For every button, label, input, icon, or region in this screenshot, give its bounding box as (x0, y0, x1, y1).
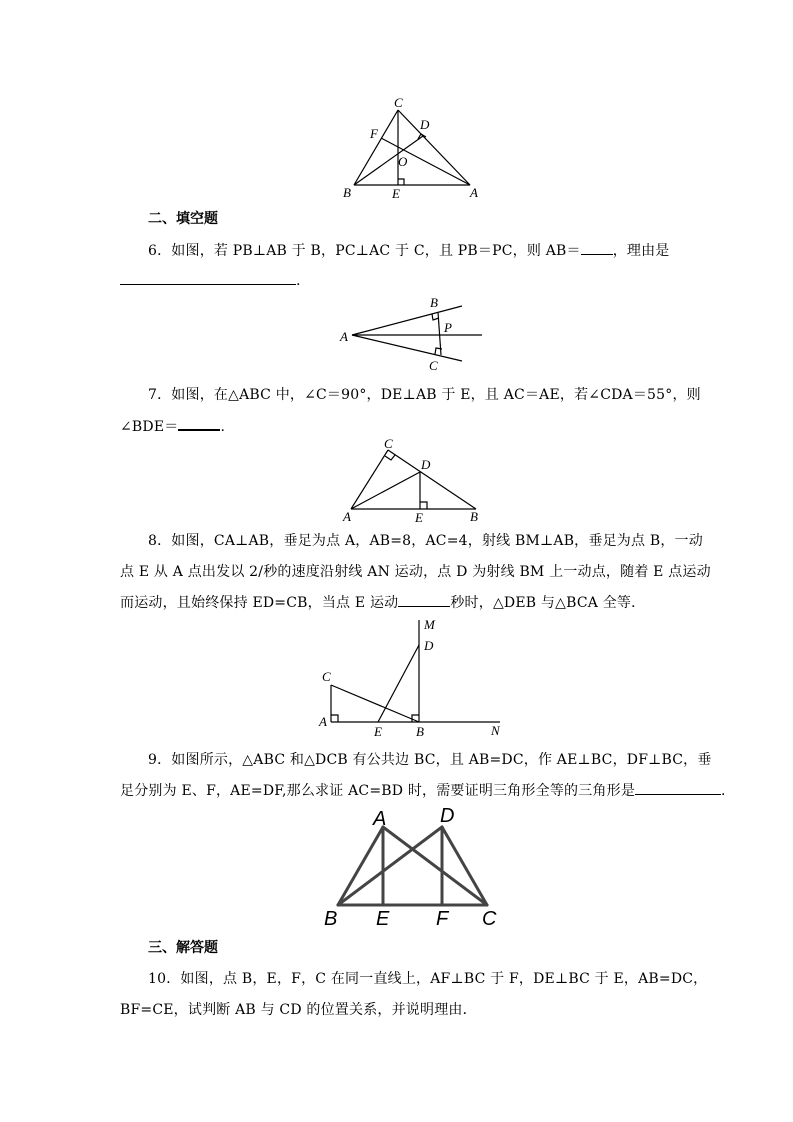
question-6-line2 (120, 270, 301, 289)
question-7-text-a: ∠BDE＝ (120, 419, 179, 435)
label-a: A (470, 185, 478, 200)
label-a: A (343, 509, 351, 524)
question-9-line2 (120, 780, 726, 800)
question-9-line1: 9．如图所示，△ABC 和△DCB 有公共边 BC，且 AB=DC，作 AE⊥BC，DF⊥BC，垂 (148, 752, 712, 768)
label-f: F (436, 908, 449, 930)
figure-triangle-altitudes (335, 92, 485, 204)
label-a: A (340, 329, 348, 344)
label-a: A (319, 714, 327, 729)
label-d: D (440, 805, 455, 827)
label-n: N (491, 723, 500, 738)
label-e: E (415, 510, 423, 525)
question-6-end: . (296, 273, 301, 289)
label-d: D (424, 638, 434, 653)
label-e: E (376, 908, 390, 930)
label-e: E (374, 724, 382, 739)
label-b: B (416, 724, 424, 739)
question-7-end: . (220, 419, 226, 435)
label-c: C (394, 95, 403, 110)
answer-blank[interactable] (581, 240, 613, 255)
figure-angle-bisector (335, 295, 485, 373)
label-e: E (392, 186, 400, 201)
question-8-line1: 8．如图，CA⊥AB，垂足为点 A，AB=8，AC=4，射线 BM⊥AB，垂足为点 B，一动 (148, 533, 703, 549)
question-9-text-a: 足分别为 E、F，AE=DF,那么求证 AC=BD 时，需要证明三角形全等的三角形是 (120, 783, 636, 799)
label-b: B (430, 295, 438, 310)
label-m: M (424, 617, 435, 632)
section-heading-problems: 三、解答题 (148, 940, 218, 956)
label-b: B (343, 185, 351, 200)
answer-blank[interactable] (398, 592, 450, 607)
answer-blank[interactable] (120, 270, 296, 285)
label-d: D (421, 457, 431, 472)
label-a: A (373, 808, 387, 830)
label-c: C (322, 669, 331, 684)
question-6-text-a: 6．如图，若 PB⊥AB 于 B，PC⊥AC 于 C，且 PB＝PC，则 AB＝ (148, 243, 581, 259)
label-b: B (470, 509, 478, 524)
label-o: O (398, 154, 408, 169)
question-6-line1 (148, 240, 670, 260)
question-8-text-a: 而运动，且始终保持 ED=CB，当点 E 运动 (120, 595, 399, 611)
label-c: C (429, 358, 438, 373)
label-p: P (444, 320, 452, 335)
answer-blank[interactable] (635, 780, 721, 795)
question-6-text-b: ，理由是 (612, 243, 670, 259)
question-8-line3 (120, 592, 645, 612)
question-8-text-b: 秒时，△DEB 与△BCA 全等． (450, 595, 646, 611)
question-7-line1: 7．如图，在△ABC 中，∠C＝90°，DE⊥AB 于 E，且 AC＝AE，若∠CDA＝55°，则 (148, 387, 701, 403)
question-7-line2 (120, 415, 225, 436)
figure-moving-point (310, 612, 510, 740)
section-heading-fill-in: 二、填空题 (148, 211, 218, 227)
question-8-line2: 点 E 从 A 点出发以 2/秒的速度沿射线 AN 运动，点 D 为射线 BM 上一动点，随着 E 点运动 (120, 564, 711, 580)
label-b: B (324, 908, 338, 930)
figure-right-triangle (335, 433, 485, 525)
label-c: C (384, 436, 393, 451)
question-9-end: . (721, 783, 726, 799)
figure-congruent-triangles (315, 800, 505, 930)
question-10-line2: BF=CE，试判断 AB 与 CD 的位置关系，并说明理由． (120, 1002, 477, 1018)
question-10-line1: 10．如图，点 B，E，F，C 在同一直线上，AF⊥BC 于 F，DE⊥BC 于 E，AB=DC， (148, 971, 708, 987)
label-f: F (370, 126, 378, 141)
label-d: D (420, 117, 430, 132)
label-c: C (482, 908, 497, 930)
answer-blank[interactable] (178, 415, 220, 431)
